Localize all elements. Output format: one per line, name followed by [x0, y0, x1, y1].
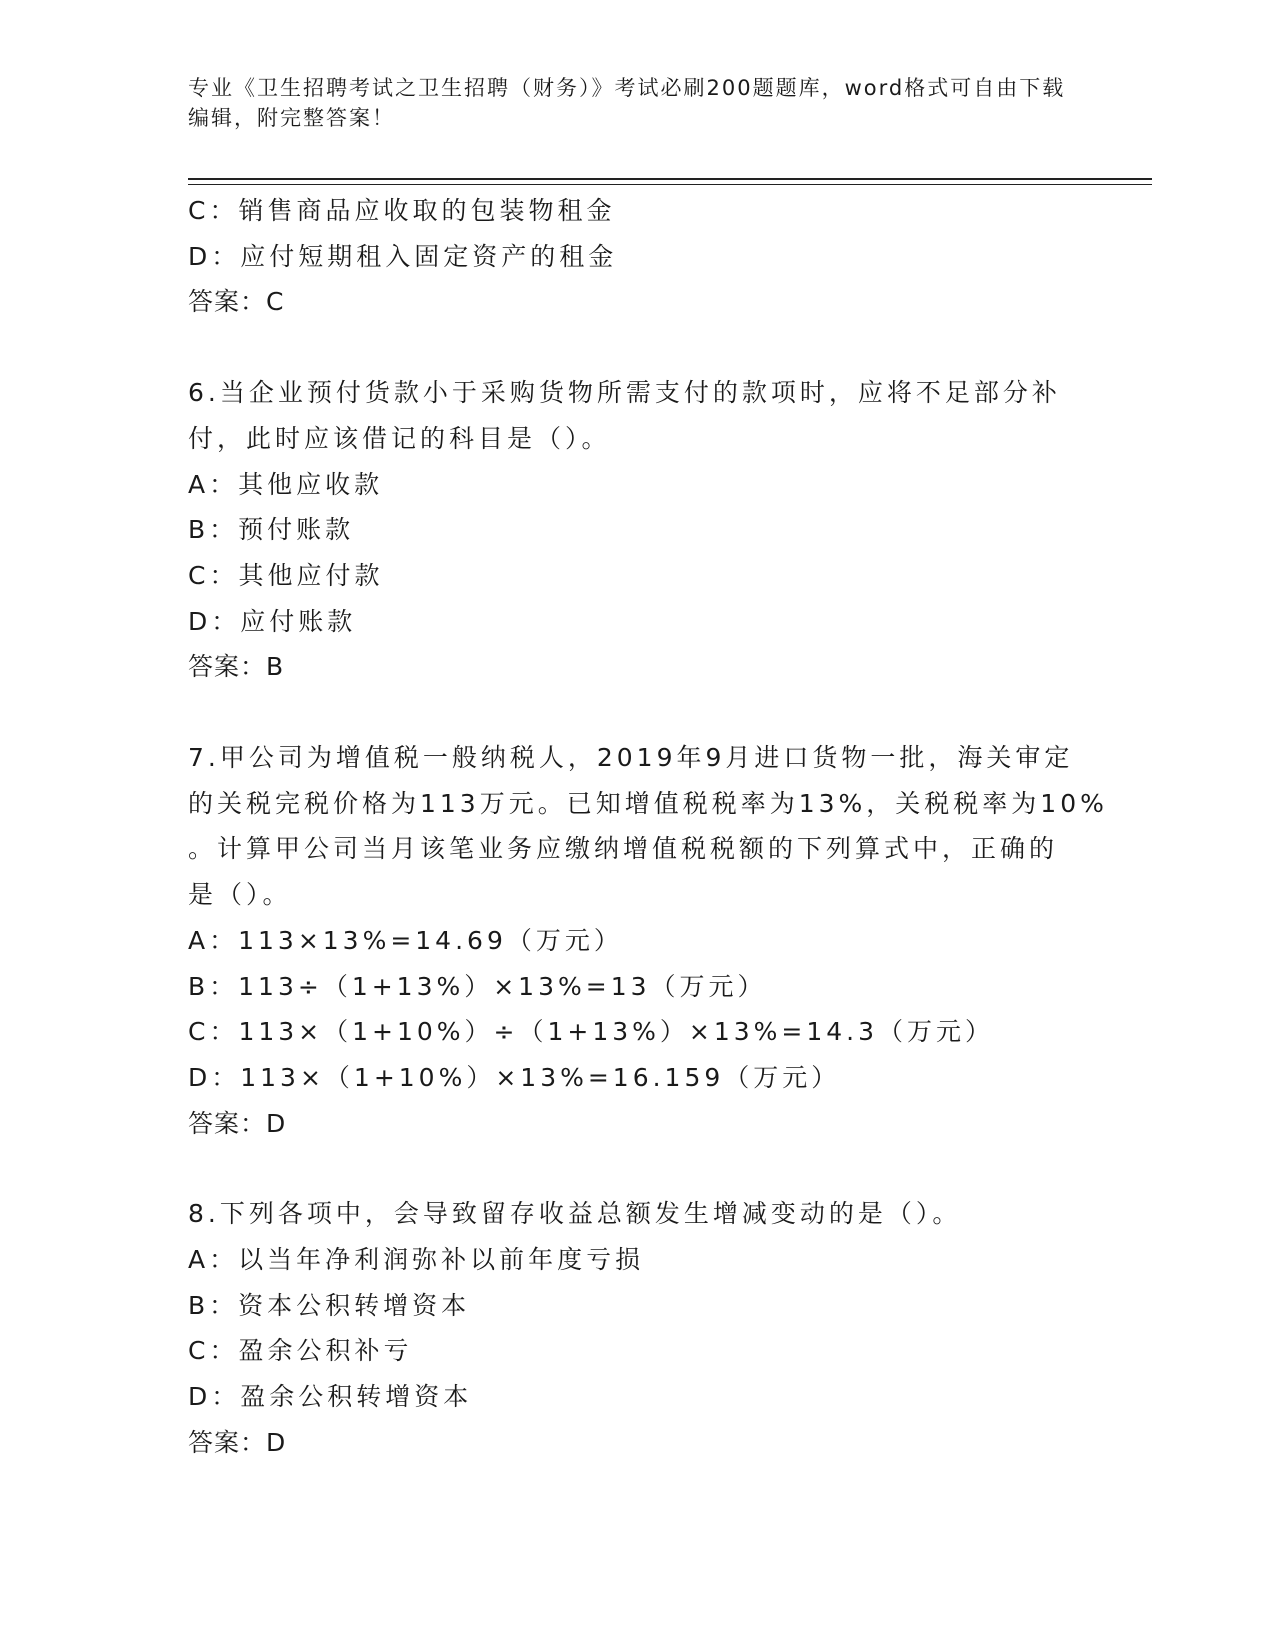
question-list — [188, 188, 1108, 1466]
question-stem: 。计算甲公司当月该笔业务应缴纳增值税税额的下列算式中，正确的 — [188, 834, 1059, 864]
option-c: C：其他应付款 — [188, 560, 384, 590]
option-d: D：应付短期租入固定资产的租金 — [188, 241, 618, 271]
spacer — [188, 325, 1088, 370]
option-b: B：资本公积转增资本 — [188, 1290, 471, 1320]
question-6 — [188, 370, 1088, 690]
document-header — [188, 73, 1068, 133]
question-stem: 付，此时应该借记的科目是（）。 — [188, 423, 611, 453]
option-a: A：其他应收款 — [188, 469, 384, 499]
answer: 答案：D — [188, 1108, 287, 1138]
spacer — [188, 1146, 1088, 1191]
header-title: 专业《卫生招聘考试之卫生招聘（财务）》考试必刷200题题库，word格式可自由下载编辑，附完整答案！ — [188, 76, 1066, 130]
question-stem: 是（）。 — [188, 880, 292, 910]
question-stem: 7.甲公司为增值税一般纳税人，2019年9月进口货物一批，海关审定 — [188, 743, 1074, 773]
question-5 — [188, 188, 1088, 325]
question-7 — [188, 735, 1108, 1146]
option-a: A：以当年净利润弥补以前年度亏损 — [188, 1245, 645, 1275]
option-b: B：预付账款 — [188, 515, 355, 545]
option-b: B：113÷（1+13%）×13%=13（万元） — [188, 971, 767, 1001]
option-c: C：113×（1+10%）÷（1+13%）×13%=14.3（万元） — [188, 1017, 995, 1047]
option-d: D：应付账款 — [188, 606, 357, 636]
header-rule-thick — [188, 178, 1152, 180]
question-stem: 的关税完税价格为113万元。已知增值税税率为13%，关税税率为10% — [188, 788, 1108, 818]
answer: 答案：C — [188, 287, 285, 317]
question-8 — [188, 1191, 1088, 1465]
spacer — [188, 690, 1088, 735]
option-a: A：113×13%=14.69（万元） — [188, 925, 623, 955]
question-stem: 6.当企业预付货款小于采购货物所需支付的款项时，应将不足部分补 — [188, 378, 1061, 408]
question-stem: 8.下列各项中，会导致留存收益总额发生增减变动的是（）。 — [188, 1199, 962, 1229]
answer: 答案：D — [188, 1427, 287, 1457]
option-c: C：销售商品应收取的包装物租金 — [188, 196, 616, 225]
answer: 答案：B — [188, 652, 285, 682]
option-d: D：113×（1+10%）×13%=16.159（万元） — [188, 1062, 841, 1092]
option-d: D：盈余公积转增资本 — [188, 1382, 473, 1412]
header-rule-thin — [188, 184, 1152, 185]
option-c: C：盈余公积补亏 — [188, 1336, 413, 1366]
